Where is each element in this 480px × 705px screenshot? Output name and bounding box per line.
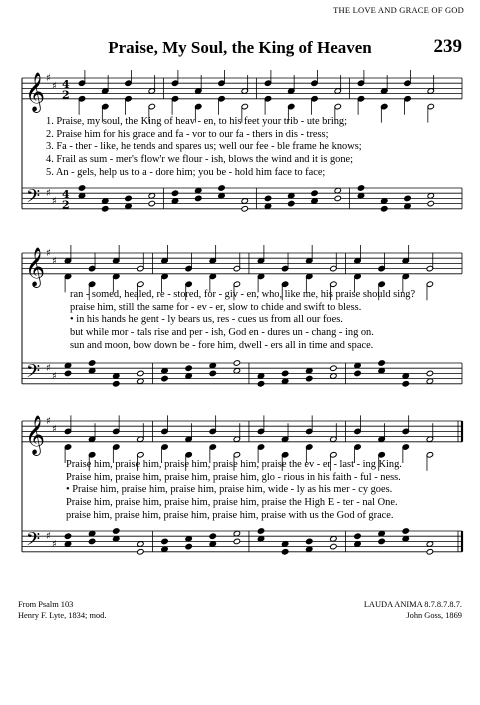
- lyric-line: 2. Praise him for his grace and fa - vor to our fa - thers in dis - tress;: [46, 128, 329, 140]
- notehead: [306, 538, 313, 544]
- notehead: [354, 370, 361, 376]
- hymn-title: Praise, My Soul, the King of Heaven: [108, 38, 372, 57]
- time-signature: 2: [62, 88, 70, 102]
- sharp-icon: ♯: [52, 539, 57, 550]
- tune-name: LAUDA ANIMA 8.7.8.7.8.7.: [363, 600, 462, 609]
- notehead: [161, 375, 168, 381]
- notehead: [402, 528, 409, 534]
- treble-clef-icon: 𝄞: [25, 71, 46, 112]
- notehead: [257, 381, 264, 387]
- notehead: [195, 195, 202, 201]
- notehead: [209, 370, 216, 376]
- notehead: [218, 185, 225, 191]
- bass-clef-icon: 𝄢: [26, 361, 41, 387]
- notehead: [427, 200, 434, 206]
- lyric-line: Praise him, praise him, praise him, praise him, glo - rious in his faith - ful - ness.: [66, 471, 401, 483]
- bass-clef-icon: 𝄢: [26, 529, 41, 555]
- notehead: [281, 549, 288, 555]
- hymn-number: 239: [433, 36, 462, 57]
- notehead: [102, 206, 109, 212]
- text-credits: [18, 600, 106, 621]
- lyric-line: ran - somed, healed, re - stored, for - giv - en, who, like me, his praise should sing?: [70, 289, 416, 300]
- text-author: Henry F. Lyte, 1834; mod.: [18, 610, 107, 620]
- sharp-icon: ♯: [52, 423, 57, 435]
- text-source: From Psalm 103: [18, 600, 74, 609]
- time-signature: 4: [62, 187, 70, 201]
- lyric-line: 4. Frail as sum - mer's flow'r we flour - ish, blows the wind and it is gone;: [46, 154, 354, 166]
- notehead: [148, 200, 155, 206]
- notehead: [378, 538, 385, 544]
- notehead: [257, 528, 264, 534]
- notehead: [306, 375, 313, 381]
- notehead: [88, 360, 95, 366]
- composer: John Goss, 1869: [406, 610, 462, 620]
- sharp-icon: ♯: [46, 531, 51, 543]
- sharp-icon: ♯: [46, 416, 51, 427]
- notehead: [354, 533, 361, 539]
- notehead: [137, 370, 144, 376]
- notehead: [402, 381, 409, 387]
- notehead: [426, 549, 433, 555]
- notehead: [311, 190, 318, 196]
- notehead: [378, 360, 385, 366]
- notehead: [334, 195, 341, 201]
- lyric-line: praise him, praise him, praise him, praise him, praise with us the God of grace.: [66, 509, 394, 521]
- notehead: [426, 370, 433, 376]
- time-signature: 4: [62, 77, 70, 91]
- notehead: [171, 190, 178, 196]
- notehead: [404, 195, 411, 201]
- notehead: [209, 533, 216, 539]
- treble-clef-icon: 𝄞: [25, 414, 46, 455]
- lyric-line: • in his hands he gent - ly bears us, res - cues us from all our foes.: [70, 314, 343, 326]
- notehead: [185, 543, 192, 549]
- notehead: [330, 543, 337, 549]
- notehead: [381, 206, 388, 212]
- lyric-line: 3. Fa - ther - like, he tends and spares us; well our fee - ble frame he knows;: [46, 141, 362, 153]
- sharp-icon: ♯: [52, 371, 57, 382]
- lyric-line: but while mor - tals rise and per - ish, God en - dures un - chang - ing on.: [70, 327, 374, 339]
- tune-credits: [364, 600, 462, 621]
- notehead: [64, 533, 71, 539]
- lyric-line: Praise him, praise him, praise him, praise him, praise the ev - er - last - ing King.: [66, 459, 402, 470]
- lyrics-block-3: [66, 459, 462, 523]
- notehead: [64, 370, 71, 376]
- notehead: [185, 365, 192, 371]
- notehead: [281, 370, 288, 376]
- lyric-line: praise him, still the same for - ev - er, slow to chide and swift to bless.: [70, 301, 362, 313]
- notehead: [78, 185, 85, 191]
- treble-clef-icon: 𝄞: [25, 246, 46, 287]
- notehead: [264, 195, 271, 201]
- notehead: [125, 195, 132, 201]
- lyric-line: • Praise him, praise him, praise him, praise him, wide - ly as his mer - cy goes.: [66, 484, 393, 496]
- lyric-line: sun and moon, bow down be - fore him, dwell - ers all in time and space.: [70, 339, 374, 351]
- notehead: [288, 200, 295, 206]
- notehead: [113, 528, 120, 534]
- sharp-icon: ♯: [52, 196, 57, 207]
- sharp-icon: ♯: [52, 255, 57, 267]
- sharp-icon: ♯: [46, 363, 51, 375]
- bass-clef-icon: 𝄢: [26, 186, 41, 212]
- notehead: [330, 365, 337, 371]
- lyrics-block-2: [70, 289, 462, 353]
- notehead: [113, 381, 120, 387]
- notehead: [241, 206, 248, 212]
- lyric-line: Praise him, praise him, praise him, praise him, praise the High E - ter - nal One.: [66, 497, 398, 509]
- sharp-icon: ♯: [46, 73, 51, 84]
- notehead: [233, 360, 240, 366]
- section-heading: THE LOVE AND GRACE OF GOD: [333, 5, 464, 15]
- lyric-line: 5. An - gels, help us to a - dore him; you be - hold him face to face;: [46, 166, 326, 178]
- notehead: [357, 185, 364, 191]
- notehead: [137, 549, 144, 555]
- notehead: [161, 538, 168, 544]
- lyrics-block-1: [46, 116, 462, 180]
- sharp-icon: ♯: [52, 80, 57, 92]
- lyric-line: 1. Praise, my soul, the King of heav - en, to his feet your trib - ute bring;: [46, 116, 347, 127]
- notehead: [233, 538, 240, 544]
- sharp-icon: ♯: [46, 188, 51, 200]
- sharp-icon: ♯: [46, 248, 51, 259]
- time-signature: 2: [62, 198, 70, 212]
- notehead: [88, 538, 95, 544]
